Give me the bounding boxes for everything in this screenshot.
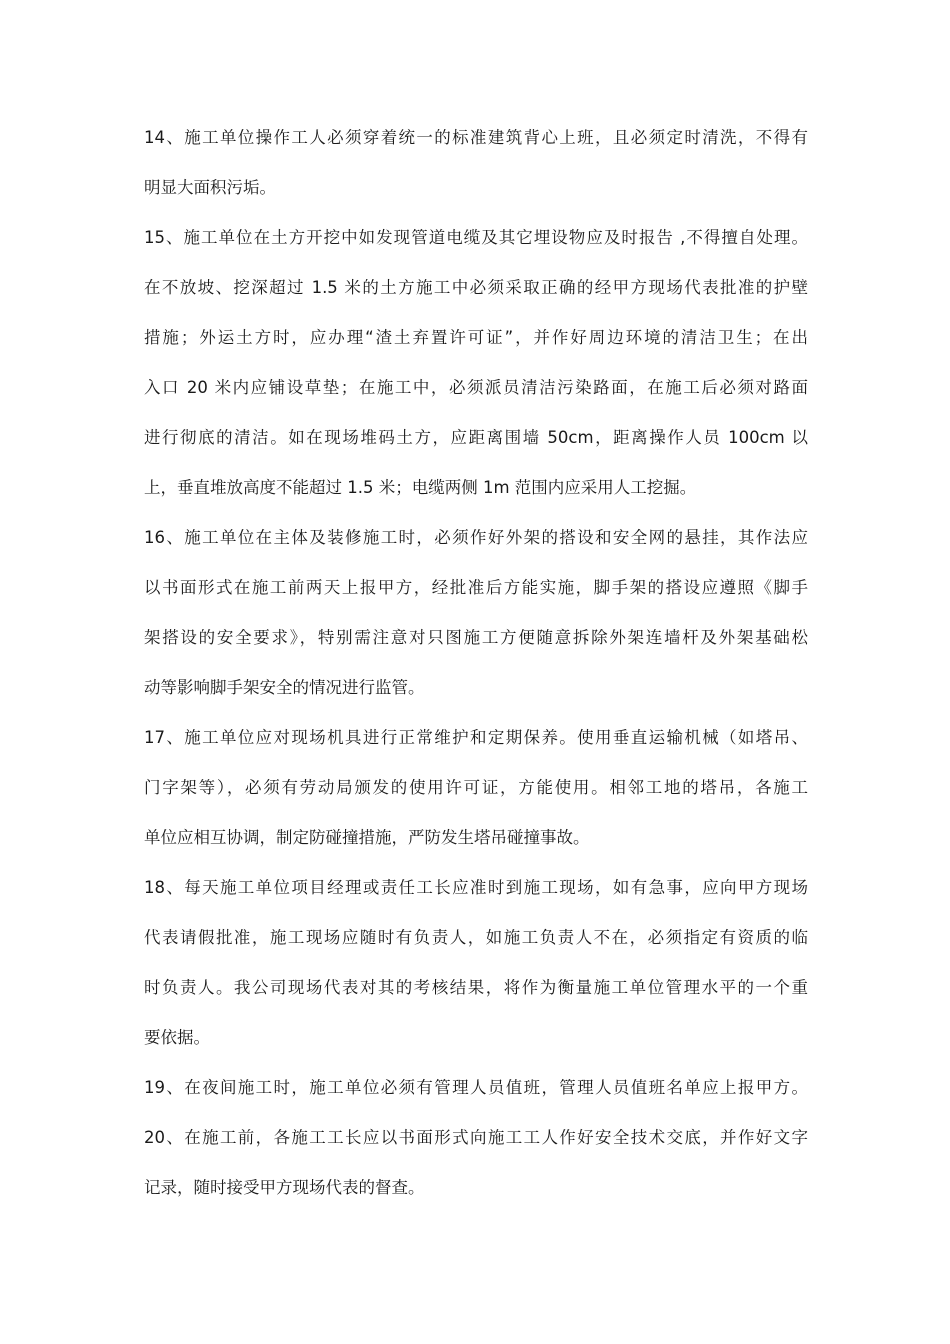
text-line: 明显大面积污垢。: [144, 178, 276, 197]
text-line: 架搭设的安全要求》，特别需注意对只图施工方便随意拆除外架连墙杆及外架基础松: [144, 628, 808, 647]
text-line: 入口 20 米内应铺设草垫；在施工中，必须派员清洁污染路面，在施工后必须对路面: [144, 378, 808, 397]
text-line: 17、施工单位应对现场机具进行正常维护和定期保养。使用垂直运输机械（如塔吊、: [144, 728, 808, 747]
text-line: 20、在施工前，各施工工长应以书面形式向施工工人作好安全技术交底，并作好文字: [144, 1128, 808, 1147]
paragraph-item-16: [144, 513, 808, 713]
paragraph-item-14: [144, 113, 808, 213]
paragraph-item-15: [144, 213, 808, 513]
text-line: 19、在夜间施工时，施工单位必须有管理人员值班，管理人员值班名单应上报甲方。: [144, 1078, 808, 1097]
text-line: 进行彻底的清洁。如在现场堆码土方，应距离围墙 50cm，距离操作人员 100cm 以: [144, 428, 808, 447]
text-line: 记录，随时接受甲方现场代表的督查。: [144, 1178, 425, 1197]
document-body: [144, 113, 808, 1213]
text-line: 时负责人。我公司现场代表对其的考核结果，将作为衡量施工单位管理水平的一个重: [144, 978, 808, 997]
paragraph-item-19: [144, 1063, 808, 1113]
text-line: 14、施工单位操作工人必须穿着统一的标准建筑背心上班，且必须定时清洗，不得有: [144, 128, 808, 147]
text-line: 单位应相互协调，制定防碰撞措施，严防发生塔吊碰撞事故。: [144, 828, 590, 847]
text-line: 以书面形式在施工前两天上报甲方，经批准后方能实施，脚手架的搭设应遵照《脚手: [144, 578, 808, 597]
text-line: 15、施工单位在土方开挖中如发现管道电缆及其它埋设物应及时报告 ,不得擅自处理。: [144, 228, 808, 247]
paragraph-item-18: [144, 863, 808, 1063]
text-line: 门字架等），必须有劳动局颁发的使用许可证，方能使用。相邻工地的塔吊，各施工: [144, 778, 808, 797]
text-line: 措施；外运土方时，应办理“渣土弃置许可证”，并作好周边环境的清洁卫生；在出: [144, 328, 808, 347]
paragraph-item-20: [144, 1113, 808, 1213]
text-line: 18、每天施工单位项目经理或责任工长应准时到施工现场，如有急事，应向甲方现场: [144, 878, 808, 897]
text-line: 在不放坡、挖深超过 1.5 米的土方施工中必须采取正确的经甲方现场代表批准的护壁: [144, 278, 808, 297]
text-line: 动等影响脚手架安全的情况进行监管。: [144, 678, 425, 697]
text-line: 要依据。: [144, 1028, 210, 1047]
text-line: 代表请假批准，施工现场应随时有负责人，如施工负责人不在，必须指定有资质的临: [144, 928, 808, 947]
text-line: 上，垂直堆放高度不能超过 1.5 米；电缆两侧 1m 范围内应采用人工挖掘。: [144, 478, 697, 497]
paragraph-item-17: [144, 713, 808, 863]
text-line: 16、施工单位在主体及装修施工时，必须作好外架的搭设和安全网的悬挂，其作法应: [144, 528, 808, 547]
